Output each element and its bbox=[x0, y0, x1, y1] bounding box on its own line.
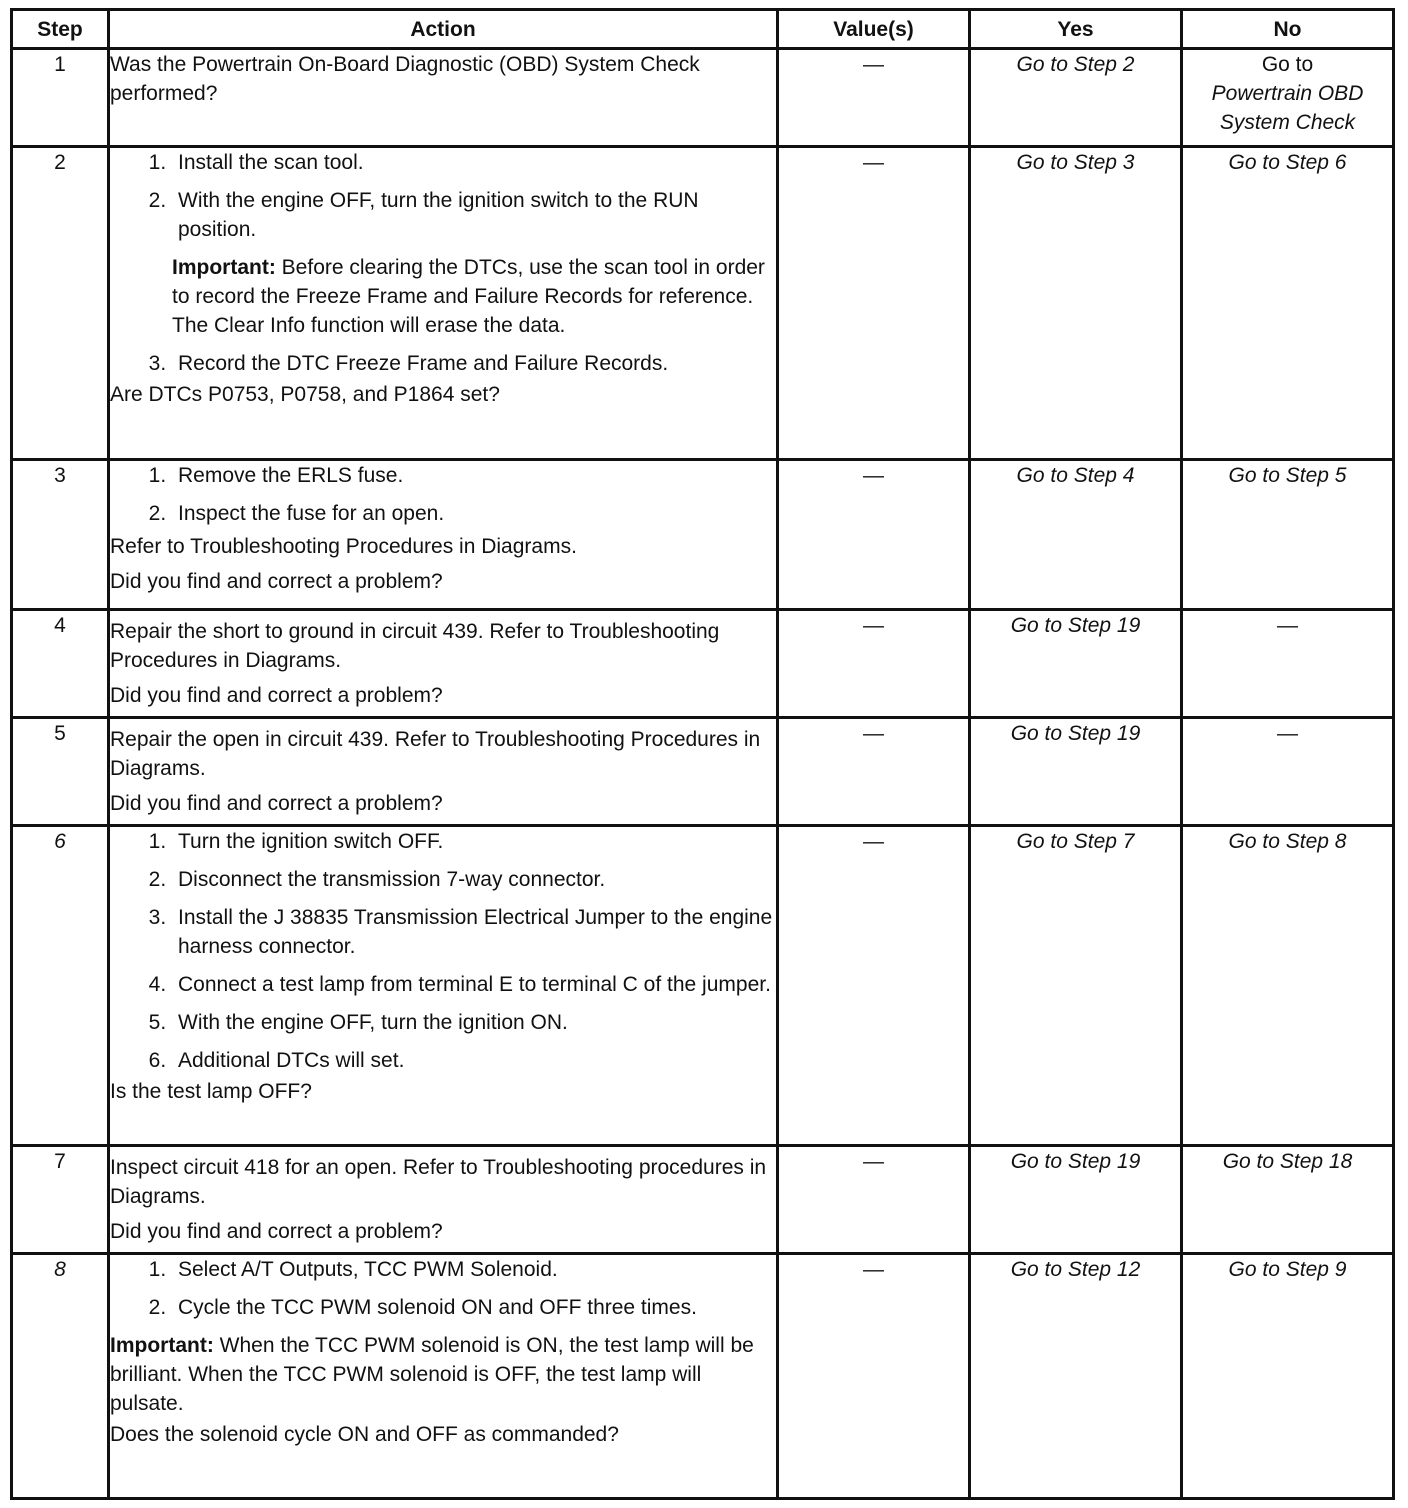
header-no: No bbox=[1182, 10, 1394, 49]
action-question: Is the test lamp OFF? bbox=[110, 1080, 312, 1103]
value-dash: — bbox=[863, 614, 884, 637]
step-number: 5 bbox=[12, 718, 109, 826]
no-result: Go to Step 9 bbox=[1182, 1254, 1394, 1499]
no-result-dash: — bbox=[1277, 722, 1298, 745]
action-step: 1. Remove the ERLS fuse. bbox=[172, 461, 776, 490]
action-question: Did you find and correct a problem? bbox=[110, 1220, 443, 1243]
important-text: Before clearing the DTCs, use the scan tool in order to record the Freeze Frame and Failure Records for reference. The Clear Info function will erase the data. bbox=[172, 256, 765, 337]
step-number: 3 bbox=[12, 460, 109, 610]
table-row-step-2 bbox=[12, 147, 1394, 460]
action-instruction: Repair the open in circuit 439. Refer to Troubleshooting Procedures in Diagrams. bbox=[110, 728, 761, 780]
step-number: 7 bbox=[12, 1146, 109, 1254]
action-step: 1. Turn the ignition switch OFF. bbox=[172, 827, 776, 856]
action-question: Did you find and correct a problem? bbox=[110, 570, 443, 593]
value-cell bbox=[778, 1146, 970, 1254]
value-cell bbox=[778, 826, 970, 1146]
action-cell bbox=[109, 718, 778, 826]
value-dash: — bbox=[863, 722, 884, 745]
action-question: Did you find and correct a problem? bbox=[110, 792, 443, 815]
header-step: Step bbox=[12, 10, 109, 49]
no-result: Go to Step 6 bbox=[1182, 147, 1394, 460]
action-question: Are DTCs P0753, P0758, and P1864 set? bbox=[110, 383, 500, 406]
step-number: 1 bbox=[12, 49, 109, 147]
no-result bbox=[1182, 49, 1394, 147]
step-number-text: 8 bbox=[54, 1258, 66, 1281]
value-dash: — bbox=[863, 1150, 884, 1173]
action-step: 1. Install the scan tool. bbox=[172, 148, 776, 177]
action-step: 5. With the engine OFF, turn the ignition ON. bbox=[172, 1008, 776, 1037]
table-row-step-4 bbox=[12, 610, 1394, 718]
yes-result: Go to Step 19 bbox=[970, 1146, 1182, 1254]
action-cell bbox=[109, 1146, 778, 1254]
action-cell bbox=[109, 610, 778, 718]
action-steps-list bbox=[110, 1255, 776, 1322]
value-dash: — bbox=[863, 464, 884, 487]
no-result bbox=[1182, 718, 1394, 826]
action-step: 6. Additional DTCs will set. bbox=[172, 1046, 776, 1075]
value-cell bbox=[778, 460, 970, 610]
important-note bbox=[110, 1331, 776, 1418]
table-row-step-5 bbox=[12, 718, 1394, 826]
value-dash: — bbox=[863, 151, 884, 174]
diagnostic-table bbox=[10, 8, 1395, 1500]
action-step: 3. Record the DTC Freeze Frame and Failure Records. bbox=[172, 349, 776, 378]
action-instruction: Repair the short to ground in circuit 439. Refer to Troubleshooting Procedures in Diagrams. bbox=[110, 620, 720, 672]
action-step: 2. Disconnect the transmission 7-way connector. bbox=[172, 865, 776, 894]
action-steps-list bbox=[110, 827, 776, 1075]
table-row-step-7 bbox=[12, 1146, 1394, 1254]
action-question: Was the Powertrain On-Board Diagnostic (OBD) System Check performed? bbox=[110, 53, 700, 105]
step-number bbox=[12, 826, 109, 1146]
important-note bbox=[110, 253, 776, 340]
no-result-target: Powertrain OBD System Check bbox=[1211, 82, 1364, 134]
action-step: 3. Install the J 38835 Transmission Electrical Jumper to the engine harness connector. bbox=[172, 903, 776, 961]
action-step: 2. Inspect the fuse for an open. bbox=[172, 499, 776, 528]
yes-result: Go to Step 7 bbox=[970, 826, 1182, 1146]
action-steps-list bbox=[110, 461, 776, 528]
yes-result: Go to Step 3 bbox=[970, 147, 1182, 460]
action-refer: Refer to Troubleshooting Procedures in Diagrams. bbox=[110, 535, 577, 558]
no-result: Go to Step 5 bbox=[1182, 460, 1394, 610]
header-action: Action bbox=[109, 10, 778, 49]
table-row-step-6 bbox=[12, 826, 1394, 1146]
no-result: Go to Step 18 bbox=[1182, 1146, 1394, 1254]
value-dash: — bbox=[863, 830, 884, 853]
action-step: 2. With the engine OFF, turn the ignition switch to the RUN position. bbox=[172, 186, 776, 244]
step-number-text: 6 bbox=[54, 830, 66, 853]
table-row-step-1 bbox=[12, 49, 1394, 147]
important-text: When the TCC PWM solenoid is ON, the test lamp will be brilliant. When the TCC PWM solenoid is OFF, the test lamp will pulsate. bbox=[110, 1334, 754, 1415]
important-label: Important: bbox=[172, 256, 276, 279]
yes-result: Go to Step 4 bbox=[970, 460, 1182, 610]
value-cell bbox=[778, 718, 970, 826]
value-cell bbox=[778, 147, 970, 460]
value-dash: — bbox=[863, 53, 884, 76]
action-step: 2. Cycle the TCC PWM solenoid ON and OFF three times. bbox=[172, 1293, 776, 1322]
value-cell bbox=[778, 610, 970, 718]
action-cell bbox=[109, 460, 778, 610]
action-step: 1. Select A/T Outputs, TCC PWM Solenoid. bbox=[172, 1255, 776, 1284]
action-question: Did you find and correct a problem? bbox=[110, 684, 443, 707]
yes-result: Go to Step 19 bbox=[970, 610, 1182, 718]
no-result bbox=[1182, 610, 1394, 718]
yes-result: Go to Step 12 bbox=[970, 1254, 1182, 1499]
no-result-prefix: Go to bbox=[1261, 53, 1314, 76]
action-cell bbox=[109, 147, 778, 460]
yes-result: Go to Step 19 bbox=[970, 718, 1182, 826]
action-cell bbox=[109, 826, 778, 1146]
action-step: 4. Connect a test lamp from terminal E to terminal C of the jumper. bbox=[172, 970, 776, 999]
action-cell bbox=[109, 1254, 778, 1499]
step-number: 2 bbox=[12, 147, 109, 460]
step-number: 4 bbox=[12, 610, 109, 718]
no-result-dash: — bbox=[1277, 614, 1298, 637]
action-question: Does the solenoid cycle ON and OFF as commanded? bbox=[110, 1423, 619, 1446]
action-steps-list-continued bbox=[110, 349, 776, 378]
action-cell bbox=[109, 49, 778, 147]
header-yes: Yes bbox=[970, 10, 1182, 49]
no-result: Go to Step 8 bbox=[1182, 826, 1394, 1146]
value-cell bbox=[778, 49, 970, 147]
header-values: Value(s) bbox=[778, 10, 970, 49]
table-row-step-3 bbox=[12, 460, 1394, 610]
important-label: Important: bbox=[110, 1334, 214, 1357]
header-row bbox=[12, 10, 1394, 49]
action-instruction: Inspect circuit 418 for an open. Refer to Troubleshooting procedures in Diagrams. bbox=[110, 1156, 767, 1208]
value-cell bbox=[778, 1254, 970, 1499]
table-row-step-8 bbox=[12, 1254, 1394, 1499]
step-number bbox=[12, 1254, 109, 1499]
value-dash: — bbox=[863, 1258, 884, 1281]
action-steps-list bbox=[110, 148, 776, 244]
yes-result: Go to Step 2 bbox=[970, 49, 1182, 147]
